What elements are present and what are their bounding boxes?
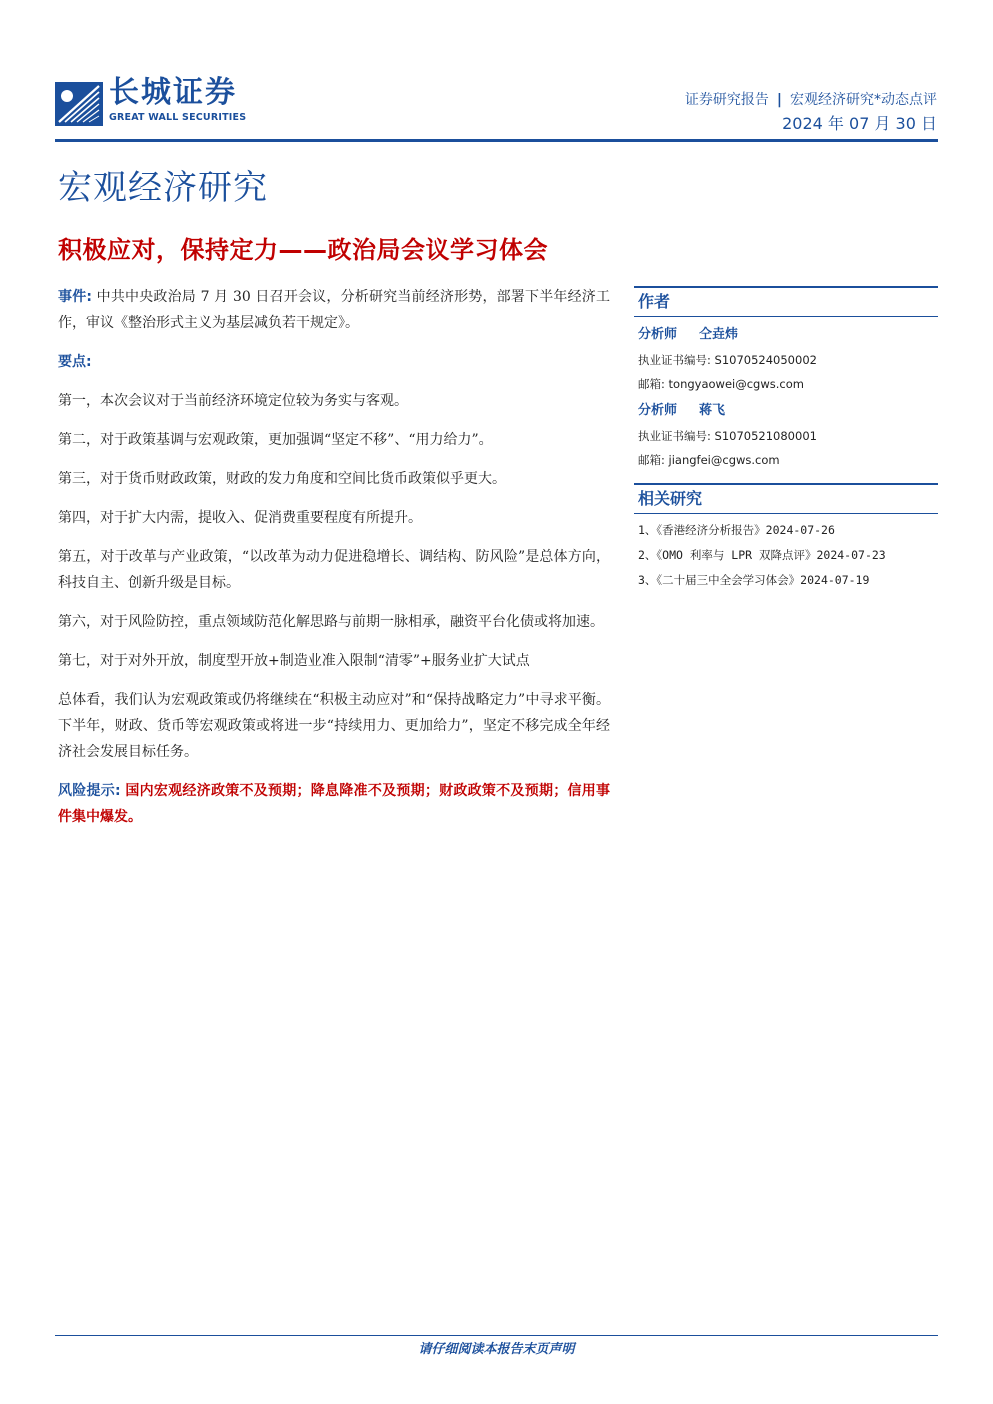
- key-point-4: 第四，对于扩大内需，提收入、促消费重要程度有所提升。: [58, 510, 422, 526]
- key-point-2: 第二，对于政策基调与宏观政策，更加强调“坚定不移”、“用力给力”。: [58, 432, 493, 448]
- header-divider: [55, 139, 938, 142]
- header-meta: [685, 90, 937, 135]
- report-type: 证券研究报告: [684, 92, 769, 108]
- header-separator: |: [776, 92, 782, 108]
- summary-paragraph: 总体看，我们认为宏观政策或仍将继续在“积极主动应对”和“保持战略定力”中寻求平衡。下半年，财政、货币等宏观政策或将进一步“持续用力、更加给力”，坚定不移完成全年经济社会发展目标任务。: [58, 692, 610, 760]
- analyst-1-name: 仝垚炜: [699, 327, 739, 342]
- analyst-1-email-link[interactable]: tongyaowei@cgws.com: [668, 377, 804, 391]
- great-wall-logo-icon: [55, 76, 105, 128]
- section-title: 宏观经济研究: [58, 168, 268, 208]
- analyst-2-name: 蒋飞: [699, 403, 726, 418]
- sidebar: [634, 286, 938, 589]
- analyst-2-cert: 执业证书编号: S1070521080001: [638, 429, 817, 443]
- report-date: 2024 年 07 月 30 日: [782, 114, 937, 133]
- related-item-1[interactable]: 1、《香港经济分析报告》2024-07-26: [638, 523, 835, 537]
- analyst-2-title: 分析师 蒋飞: [638, 403, 726, 418]
- analyst-2-email: 邮箱: jiangfei@cgws.com: [638, 453, 780, 467]
- event-label: 事件:: [58, 289, 92, 305]
- report-category: 宏观经济研究*动态点评: [790, 92, 937, 108]
- key-point-5: 第五，对于改革与产业政策，“以改革为动力促进稳增长、调结构、防风险”是总体方向，科技自主、创新升级是目标。: [58, 549, 610, 591]
- related-research-heading: 相关研究: [634, 483, 938, 514]
- event-text: 中共中央政治局 7 月 30 日召开会议，分析研究当前经济形势，部署下半年经济工作，审议《整治形式主义为基层减负若干规定》。: [58, 289, 610, 331]
- logo-english-name: GREAT WALL SECURITIES: [109, 112, 247, 123]
- analyst-1-title: 分析师 仝垚炜: [638, 327, 739, 342]
- risk-paragraph: [58, 778, 610, 830]
- authors-heading: 作者: [634, 286, 938, 317]
- event-paragraph: [58, 284, 610, 336]
- logo-chinese-name: 长城证券: [109, 75, 237, 110]
- main-content: [58, 284, 610, 843]
- related-item-2[interactable]: 2、《OMO 利率与 LPR 双降点评》2024-07-23: [638, 548, 886, 562]
- report-category-line: [685, 90, 937, 110]
- analyst-2-email-link[interactable]: jiangfei@cgws.com: [668, 453, 780, 467]
- analyst-1-email: 邮箱: tongyaowei@cgws.com: [638, 377, 804, 391]
- key-point-1: 第一，本次会议对于当前经济环境定位较为务实与客观。: [58, 393, 408, 409]
- key-point-6: 第六，对于风险防控，重点领域防范化解思路与前期一脉相承，融资平台化债或将加速。: [58, 614, 604, 630]
- key-point-7: 第七，对于对外开放，制度型开放+制造业准入限制“清零”+服务业扩大试点: [58, 653, 530, 669]
- key-point-3: 第三，对于货币财政政策，财政的发力角度和空间比货币政策似乎更大。: [58, 471, 506, 487]
- analyst-1-cert: 执业证书编号: S1070524050002: [638, 353, 817, 367]
- report-title: 积极应对，保持定力——政治局会议学习体会: [58, 236, 548, 264]
- related-item-3[interactable]: 3、《二十届三中全会学习体会》2024-07-19: [638, 573, 870, 587]
- company-logo: [55, 76, 265, 128]
- footer-disclaimer: 请仔细阅读本报告末页声明: [418, 1342, 575, 1357]
- risk-text: 国内宏观经济政策不及预期；降息降准不及预期；财政政策不及预期；信用事件集中爆发。: [58, 783, 611, 825]
- risk-label: 风险提示:: [58, 783, 121, 799]
- footer-divider: [55, 1335, 938, 1336]
- key-points-heading: 要点:: [58, 354, 92, 370]
